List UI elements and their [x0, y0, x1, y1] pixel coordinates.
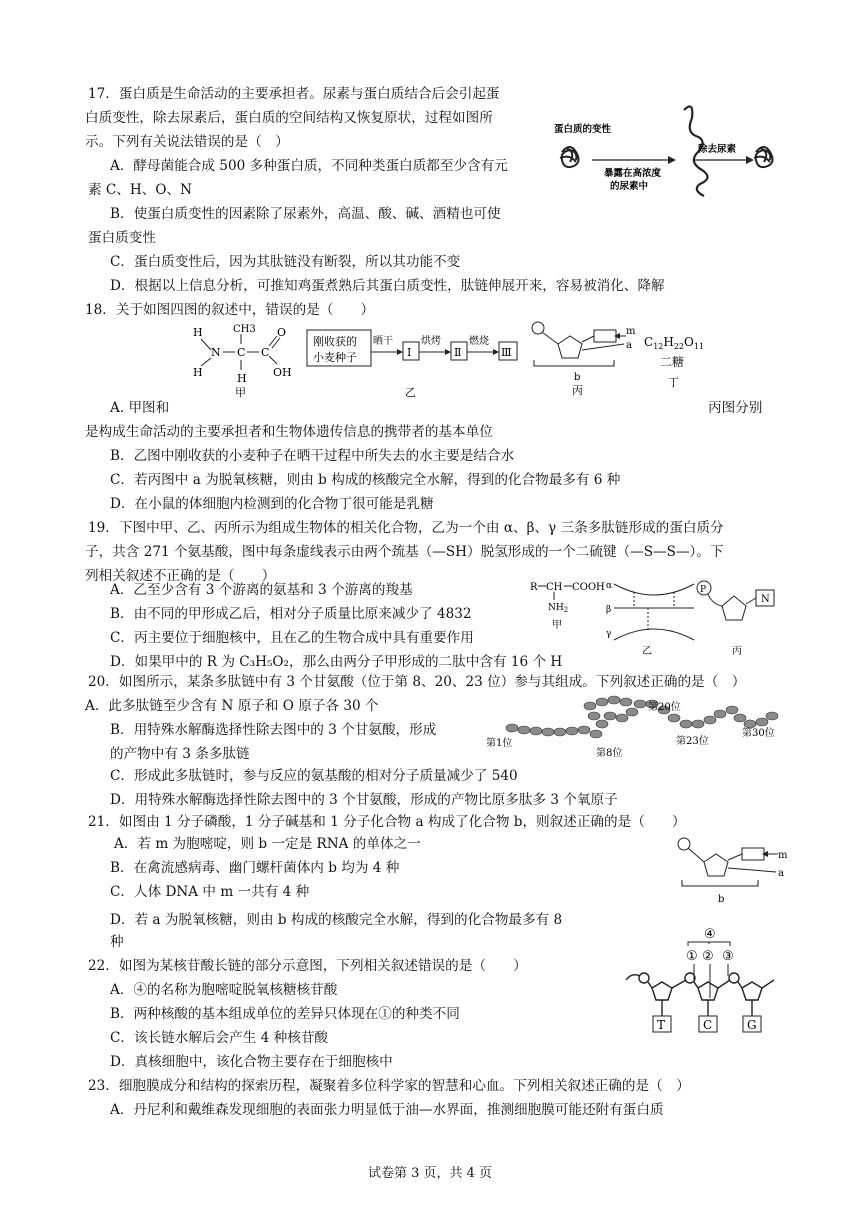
svg-text:第23位: 第23位: [676, 736, 709, 747]
svg-text:Ⅰ: Ⅰ: [407, 346, 412, 359]
svg-text:暴露在高浓度: 暴露在高浓度: [604, 168, 662, 179]
svg-text:C: C: [703, 1018, 713, 1032]
svg-text:①: ①: [686, 949, 698, 964]
q17-option-a: A．酵母菌能合成 500 多种蛋白质，不同种类蛋白质都至少含有元: [110, 158, 508, 174]
q19-option-d: D．如果甲中的 R 为 C₃H₅O₂，那么由两分子甲形成的二肽中含有 16 个 H: [110, 654, 563, 670]
page-footer: 试卷第 3 页，共 4 页: [367, 1166, 493, 1181]
svg-text:OH: OH: [273, 366, 292, 379]
svg-text:的尿素中: 的尿素中: [610, 181, 649, 192]
svg-text:C: C: [261, 346, 270, 359]
q18-option-a-right: 丙图分别: [708, 400, 763, 416]
q17-option-b: B．使蛋白质变性的因素除了尿素外，高温、酸、碱、酒精也可使: [110, 206, 501, 222]
svg-text:小麦种子: 小麦种子: [313, 351, 357, 364]
svg-text:m: m: [778, 850, 788, 861]
svg-text:第8位: 第8位: [596, 748, 623, 759]
svg-text:m: m: [626, 326, 636, 337]
svg-text:C12H22O11: $C_{12}H_{22}O_{11}$: [644, 335, 705, 351]
q22-stem: 22．如图为某核苷酸长链的部分示意图，下列相关叙述错误的是（ ）: [88, 958, 527, 974]
svg-text:β: β: [606, 605, 612, 615]
svg-text:N: N: [211, 346, 221, 359]
svg-text:NH2: $NH_2$: [548, 603, 569, 614]
folded-protein-right: [754, 147, 773, 167]
q21-option-a: A．若 m 为胞嘧啶，则 b 一定是 RNA 的单体之一: [114, 836, 421, 852]
svg-text:b: b: [574, 372, 581, 383]
q18-option-a: A. 甲图和: [110, 400, 170, 416]
q19-stem-line1: 19．下图中甲、乙、丙所示为组成生物体的相关化合物，乙为一个由 α、β、γ 三条多肽链形成的蛋白质分: [88, 520, 724, 536]
q19-figure: [528, 574, 784, 666]
fig-label-jia: 甲: [552, 620, 562, 631]
q18-option-c: C．若丙图中 a 为脱氧核糖，则由 b 构成的核酸完全水解，得到的化合物最多有 6 种: [110, 472, 621, 488]
svg-text:CH3: CH3: [233, 324, 256, 335]
svg-text:G: G: [747, 1018, 757, 1032]
q18-option-d: D．在小鼠的体细胞内检测到的化合物丁很可能是乳糖: [110, 496, 434, 512]
amino-acid-figure-jia: [185, 320, 315, 398]
q21-option-d: D．若 a 为脱氧核糖，则由 b 构成的核酸完全水解，得到的化合物最多有 8: [110, 912, 563, 928]
q22-option-d: D．真核细胞中，该化合物主要存在于细胞核中: [110, 1054, 393, 1070]
q18-stem: 18．关于如图四图的叙述中，错误的是（ ）: [85, 302, 375, 318]
svg-text:晒干: 晒干: [373, 336, 393, 347]
svg-text:γ: γ: [606, 629, 612, 639]
q17-option-d: D．根据以上信息分析，可推知鸡蛋煮熟后其蛋白质变性，肽链伸展开来，容易被消化、降解: [110, 278, 665, 294]
q23-option-a: A．丹尼利和戴维森发现细胞的表面张力明显低于油—水界面，推测细胞膜可能还附有蛋白质: [110, 1102, 664, 1118]
fig-label-yi: 乙: [405, 386, 416, 399]
q17-stem-line1: 17．蛋白质是生命活动的主要承担者。尿素与蛋白质结合后会引起蛋: [88, 86, 500, 102]
fig-label-yi: 乙: [642, 646, 652, 657]
q21-stem: 21．如图由 1 分子磷酸，1 分子碱基和 1 分子化合物 a 构成了化合物 b，则叙述正确的是（ ）: [88, 814, 686, 830]
fig-title: 蛋白质的变性: [554, 124, 612, 135]
svg-text:Ⅲ: Ⅲ: [501, 346, 512, 359]
fig-label-ding: 丁: [668, 376, 679, 389]
fig-label-bing: 丙: [732, 646, 742, 657]
q23-stem: 23．细胞膜成分和结构的探索历程，凝聚着多位科学家的智慧和心血。下列相关叙述正确的是（ ）: [88, 1078, 690, 1094]
svg-text:除去尿素: 除去尿素: [698, 144, 737, 155]
svg-text:N: N: [761, 594, 770, 605]
q18-option-b: B．乙图中刚收获的小麦种子在晒干过程中所失去的水主要是结合水: [110, 448, 515, 464]
svg-text:a: a: [626, 340, 632, 351]
svg-text:P: P: [700, 585, 707, 595]
polypeptide-chain-figure: [484, 694, 784, 760]
q19-stem-line3: 列相关叙述不正确的是（ ）: [85, 568, 276, 584]
svg-text:刚收获的: 刚收获的: [313, 335, 357, 348]
svg-text:④: ④: [704, 927, 716, 942]
svg-text:H: H: [193, 366, 203, 379]
q21-option-d-cont: 种: [110, 934, 124, 950]
q17-option-b-cont: 蛋白质变性: [88, 230, 156, 246]
svg-text:b: b: [718, 894, 725, 905]
svg-text:C: C: [237, 346, 246, 359]
folded-protein-left: [560, 147, 579, 167]
q20-option-c: C．形成此多肽链时，参与反应的氨基酸的相对分子质量减少了 540: [110, 768, 518, 784]
q19-stem-line2: 子，共含 271 个氨基酸，图中每条虚线表示由两个巯基（—SH）脱氢形成的一个二硫键（—S—S—）。下: [85, 544, 724, 560]
q20-option-b: B．用特殊水解酶选择性除去图中的 3 个甘氨酸，形成: [110, 722, 437, 738]
svg-text:T: T: [657, 1018, 666, 1032]
q20-option-d: D．用特殊水解酶选择性除去图中的 3 个甘氨酸，形成的产物比原多肽多 3 个氧原子: [110, 792, 618, 808]
q22-option-b: B．两种核酸的基本组成单位的差异只体现在①的种类不同: [110, 1006, 460, 1022]
protein-denaturation-figure: [548, 96, 780, 202]
q22-option-c: C．该长链水解后会产生 4 种核苷酸: [110, 1030, 329, 1046]
svg-text:燃烧: 燃烧: [469, 336, 489, 347]
svg-text:Ⅱ: Ⅱ: [454, 346, 462, 359]
svg-text:第1位: 第1位: [486, 738, 513, 749]
svg-text:H: H: [193, 326, 203, 339]
q17-stem-line3: 示。下列有关说法错误的是（ ）: [85, 134, 289, 150]
q17-stem-line2: 白质变性，除去尿素后，蛋白质的空间结构又恢复原状，过程如图所: [85, 110, 493, 126]
svg-text:二糖: 二糖: [660, 355, 685, 369]
fig-label-jia: 甲: [235, 386, 246, 398]
q20-option-b-cont: 的产物中有 3 条多肽链: [110, 746, 250, 762]
q20-stem: 20．如图所示，某条多肽链中有 3 个甘氨酸（位于第 8、20、23 位）参与其组成。下列叙述正确的是（ ）: [88, 674, 746, 690]
wheat-seed-figure-yi: [305, 328, 525, 402]
svg-text:COOH: COOH: [572, 582, 605, 593]
svg-text:α: α: [606, 581, 613, 591]
q21-option-c: C．人体 DNA 中 m 一共有 4 种: [110, 884, 310, 900]
q19-option-c: C．丙主要位于细胞核中，且在乙的生物合成中具有重要作用: [110, 630, 474, 646]
svg-text:R: R: [530, 582, 538, 593]
svg-text:H: H: [237, 372, 247, 385]
q17-option-a-cont: 素 C、H、O、N: [88, 182, 192, 198]
svg-text:②: ②: [702, 949, 714, 964]
svg-text:O: O: [277, 326, 287, 339]
nucleotide-chain-figure: [622, 922, 792, 1040]
svg-text:烘烤: 烘烤: [421, 336, 441, 347]
svg-text:第20位: 第20位: [648, 702, 681, 713]
q21-option-b: B．在禽流感病毒、幽门螺杆菌体内 b 均为 4 种: [110, 860, 400, 876]
q17-option-c: C．蛋白质变性后，因为其肽链没有断裂，所以其功能不变: [110, 254, 461, 270]
fig-label-bing: 丙: [572, 384, 583, 397]
q18-option-a-cont: 是构成生命活动的主要承担者和生物体遗传信息的携带者的基本单位: [85, 424, 493, 440]
svg-text:③: ③: [722, 949, 734, 964]
svg-text:a: a: [778, 868, 784, 879]
q22-option-a: A．④的名称为胞嘧啶脱氧核糖核苷酸: [110, 982, 338, 998]
svg-text:第30位: 第30位: [742, 728, 775, 739]
disaccharide-figure-ding: [642, 328, 712, 394]
q19-option-b: B．由不同的甲形成乙后，相对分子质量比原来减少了 4832: [110, 606, 472, 622]
q20-option-a: A．此多肽链至少含有 N 原子和 O 原子各 30 个: [85, 698, 379, 714]
q19-option-a: A．乙至少含有 3 个游离的氨基和 3 个游离的羧基: [110, 582, 413, 598]
nucleotide-figure-q21: [672, 834, 790, 910]
nucleotide-figure-bing: [528, 320, 646, 402]
svg-text:CH: CH: [546, 582, 563, 593]
